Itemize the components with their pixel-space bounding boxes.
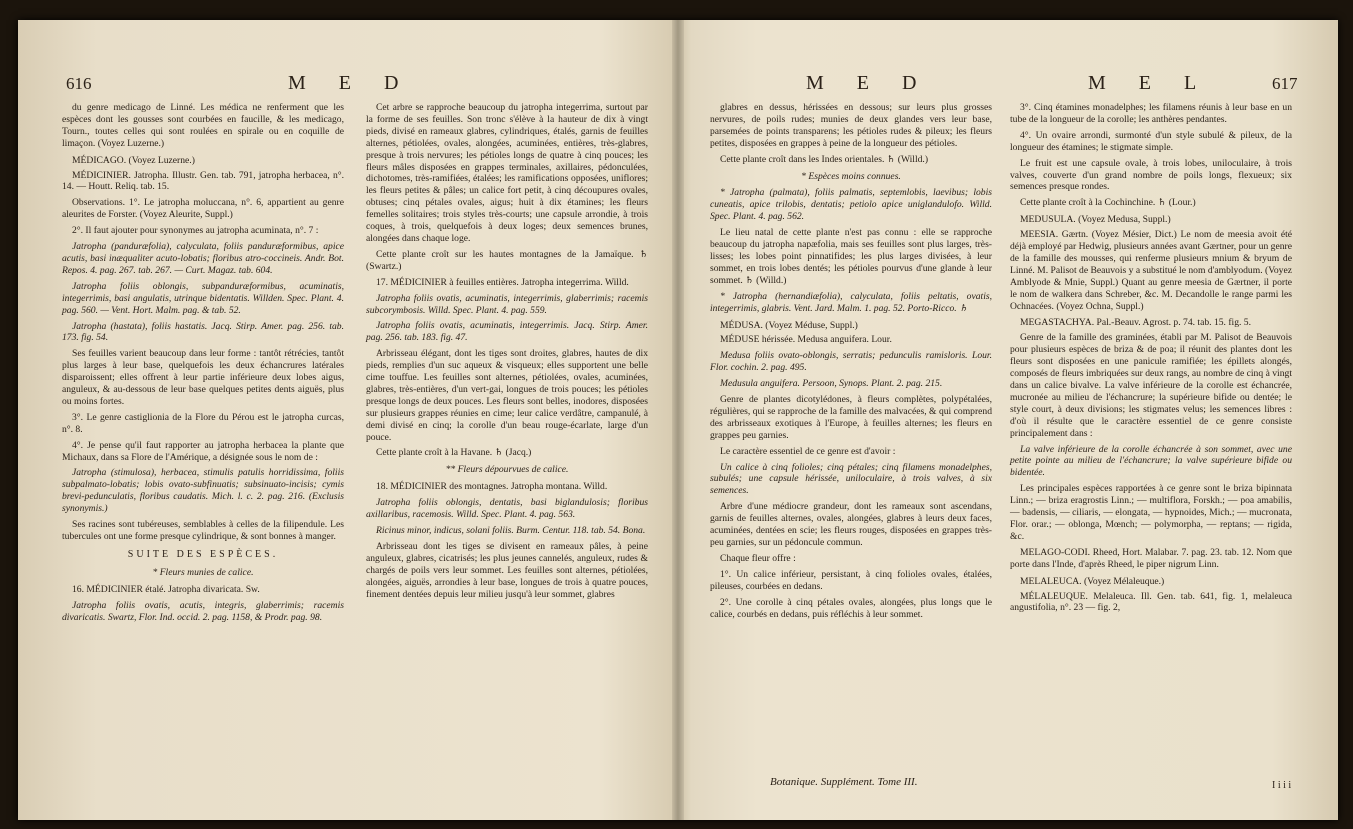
- paragraph: ** Fleurs dépourvues de calice.: [445, 464, 569, 476]
- paragraph: MELALEUCA. (Voyez Mélaleuque.): [1020, 575, 1165, 587]
- printer-signature: I i i i: [1272, 780, 1292, 791]
- paragraph: MEESIA. Gærtn. (Voyez Mésier, Dict.) Le nom de meesia avoit été déjà employé par Hedwig, plusieurs années avant Gærtner, pour un genre de la famille des mousses, qui renferme plusieurs mnium & bryum de Linné. M. Palisot de Beauvois y a substitué le nom d'amblyodum. (Voyez Amblyode & Mnie, Suppl.) Quant au genre meesia de Gærtner, il porte le nom de walkera dans Schreber, &c. M. Decandolle le range parmi les Ochnacées. (Voyez Ochna, Suppl.): [1010, 229, 1292, 312]
- left-page-number: 616: [66, 74, 92, 93]
- paragraph: 2°. Il faut ajouter pour synonymes au jatropha acuminata, n°. 7 :: [72, 225, 319, 237]
- left-column-1: [62, 102, 344, 627]
- paragraph: 2°. Une corolle à cinq pétales ovales, alongées, plus longs que le calice, courbés en dedans, puis réfléchis à leur sommet.: [710, 596, 992, 620]
- right-column-1: [710, 102, 992, 624]
- paragraph: Medusula anguifera. Persoon, Synops. Plant. 2. pag. 215.: [720, 378, 943, 390]
- left-running-title: M E D: [288, 72, 413, 94]
- paragraph: Ricinus minor, indicus, solani foliis. Burm. Centur. 118. tab. 54. Bona.: [376, 525, 646, 536]
- paragraph: MÉDUSE hérissée. Medusa anguifera. Lour.: [720, 334, 892, 346]
- right-page-number: 617: [1272, 74, 1298, 93]
- right-running-head: [680, 72, 1338, 100]
- book-spread: [18, 20, 1338, 820]
- paragraph: Jatropha foliis oblongis, subpanduræformibus, acuminatis, integerrimis, basi angulatis, utrinque bidentatis. Willden. Spec. Plant. 4. pag. 560. — Vent. Hort. Malm. pag. & tab. 52.: [62, 280, 344, 316]
- paragraph: Jatropha foliis ovatis, acutis, integris, glaberrimis; racemis divaricatis. Swartz, Flor. Ind. occid. 2. pag. 1158, & Prodr. pag. 98.: [62, 599, 344, 623]
- paragraph: * Espèces moins connues.: [801, 170, 901, 182]
- paragraph: Jatropha (stimulosa), herbacea, stimulis patulis horridissima, foliis subpalmato-lobatis; lobis ovato-subfinuatis; subsinuato-incisis; cymis brevi-pedunculatis, floribus caudatis. Mich. l. c. 2. pag. 216. (Exclusis synonymis.): [62, 467, 344, 515]
- paragraph: Jatropha foliis ovatis, acuminatis, integerrimis. Jacq. Stirp. Amer. pag. 256. tab. 183. fig. 47.: [366, 320, 648, 344]
- page-footer: Botanique. Supplément. Tome III.: [770, 776, 918, 788]
- paragraph: Ses racines sont tubéreuses, semblables à celles de la filipendule. Les tubercules ont une forme presque cylindrique, & sont bonnes à manger.: [62, 519, 344, 542]
- paragraph: Les principales espèces rapportées à ce genre sont le briza bipinnata Linn.; — briza eragrostis Linn.; — multiflora, Forskh.; — poa amabilis, — badensis, — ciliaris, — elongata, — hypnoides, Mich.; — mucronata, Flor. orar.; — oblonga, Mœnch; — polymorpha, — reptans; — rigida, &c.: [1010, 483, 1292, 542]
- left-page: [18, 20, 676, 820]
- paragraph: 4°. Un ovaire arrondi, surmonté d'un style subulé & pileux, de la longueur des étamines; le stigmate simple.: [1010, 129, 1292, 153]
- paragraph: Medusa foliis ovato-oblongis, serratis; pedunculis ramisloris. Lour. Flor. cochin. 2. pag. 495.: [710, 350, 992, 374]
- paragraph: SUITE DES ESPÈCES.: [127, 548, 279, 560]
- paragraph: 3°. Cinq étamines monadelphes; les filamens réunis à leur base en un tube de la longueur de la corolle; les anthères pendantes.: [1010, 102, 1292, 125]
- paragraph: MÉDICINIER. Jatropha. Illustr. Gen. tab. 791, jatropha herbacea, n°. 14. — Houtt. Reliq. tab. 15.: [62, 169, 344, 193]
- paragraph: 16. MÉDICINIER étalé. Jatropha divaricata. Sw.: [72, 583, 260, 595]
- right-page: [680, 20, 1338, 820]
- paragraph: * Jatropha (hernandiæfolia), calyculata, foliis peltatis, ovatis, integerrimis, glabris. Vent. Jard. Malm. 1. pag. 52. Porto-Ricco. ♄: [710, 290, 992, 314]
- paragraph: MÉLALEUQUE. Melaleuca. Ill. Gen. tab. 641, fig. 1, melaleuca angustifolia, n°. 23 — fig. 2,: [1010, 590, 1292, 614]
- paragraph: La valve inférieure de la corolle échancrée à son sommet, avec une petite pointe au milieu de l'échancrure; la valve supérieure bifide ou bidentée.: [1010, 443, 1292, 479]
- paragraph: Genre de la famille des graminées, établi par M. Palisot de Beauvois pour plusieurs espèces de briza & de poa; il réunit des plantes dont les fleurs sont disposées en une panicule ramifiée; les épillets alongés, composés de fleurs imbriquées sur deux rangs, au nombre de cinq à vingt dans un calice bivalve. La valve inférieure de la corolle est échancrée, mucronée au milieu de l'échancrure; la supérieure bifide ou dentée; le style court, à deux divisions; les stigmates velus; les semences libres : d'où il résulte que le caractère essentiel de ce genre consiste principalement dans :: [1010, 332, 1292, 439]
- paragraph: 1°. Un calice inférieur, persistant, à cinq folioles ovales, étalées, pileuses, courbées en dedans.: [710, 568, 992, 592]
- paragraph: Arbrisseau dont les tiges se divisent en rameaux pâles, à peine anguleux, glabres, cicatrisés; les plus jeunes cannelés, anguleux, rudes & chargés de poils vers leur sommet. Les feuilles sont alternes, pétiolées, alongées, aiguës, arrondies à leur base, longues de trois à quatre pouces, finement dentées depuis leur milieu jusqu'à leur sommet, glabres: [366, 540, 648, 600]
- paragraph: du genre medicago de Linné. Les médica ne renferment que les espèces dont les gousses sont courbées en faucille, & les medicago, Tourn., toutes celles qui sont roulées en spirale ou en coquille de limaçon. (Voyez Luzerne.): [62, 102, 344, 149]
- paragraph: Arbrisseau élégant, dont les tiges sont droites, glabres, hautes de dix pieds, remplies d'un suc aqueux & visqueux; elles supportent une belle cime touffue. Les feuilles sont alternes, pétiolées, ovales, acuminées, glabres, très-entières, d'un vert-gai, longues de trois pouces; les pétioles presque longs de deux pouces. Les fleurs sont belles, inodores, disposées sur plusieurs grappes réunies en cime; leur calice verdâtre, campanulé, à demi divisé en cinq; la corolle d'un beau rouge-écarlate, large d'un pouce.: [366, 348, 648, 443]
- left-column-2: [366, 102, 648, 604]
- paragraph: MÉDICAGO. (Voyez Luzerne.): [72, 154, 195, 166]
- right-column-2: [1010, 102, 1292, 618]
- paragraph: * Fleurs munies de calice.: [152, 566, 254, 578]
- paragraph: 18. MÉDICINIER des montagnes. Jatropha montana. Willd.: [376, 481, 608, 493]
- paragraph: 4°. Je pense qu'il faut rapporter au jatropha herbacea la plante que Michaux, dans sa Flore de l'Amérique, a désignée sous le nom de :: [62, 439, 344, 463]
- paragraph: Jatropha (panduræfolia), calyculata, foliis panduræformibus, apice acutis, basi inæqualiter acuto-lobatis; floribus atro-coccineis. Andr. Bot. Repos. 4. pag. 267. tab. 267. — Curt. Magaz. tab. 604.: [62, 241, 344, 276]
- right-running-title-right: M E L: [1088, 72, 1211, 94]
- paragraph: * Jatropha (palmata), foliis palmatis, septemlobis, laevibus; lobis cuneatis, apice trilobis, dentatis; petiolo apice uniglandulofo. Willd. Spec. Plant. 4. pag. 562.: [710, 187, 992, 223]
- paragraph: MEGASTACHYA. Pal.-Beauv. Agrost. p. 74. tab. 15. fig. 5.: [1020, 316, 1251, 328]
- left-running-head: [18, 72, 676, 100]
- paragraph: Arbre d'une médiocre grandeur, dont les rameaux sont ascendans, garnis de feuilles alternes, ovales, alongées, glabres à leurs deux faces, acuminées, dentées en scie; les fleurs rouges, disposées en grappes très-peu garnies, sur un pédoncule commun.: [710, 501, 992, 548]
- paragraph: 17. MÉDICINIER à feuilles entières. Jatropha integerrima. Willd.: [376, 276, 629, 288]
- paragraph: Ses feuilles varient beaucoup dans leur forme : tantôt rétrécies, tantôt plus larges à leur base, quelquefois les deux échancrures latérales disparoissent; elles offrent à leur partie inférieure deux lobes aigus, anguleux, & au-dessous de leur base quelques petites dents aiguës, plus ou moins fortes.: [62, 348, 344, 407]
- paragraph: Le lieu natal de cette plante n'est pas connu : elle se rapproche beaucoup du jatropha napæfolia, mais ses feuilles sont plus larges, très-lisses; les lobes point pinnatifides; les plus larges divisées, à leur sommet, en trois lobes dentés; les pétioles pourvus d'une glande à leur sommet. ♄ (Willd.): [710, 227, 992, 286]
- paragraph: Jatropha (hastata), foliis hastatis. Jacq. Stirp. Amer. pag. 256. tab. 173. fig. 54.: [62, 320, 344, 344]
- paragraph: Cette plante croît à la Havane. ♄ (Jacq.): [376, 447, 532, 459]
- paragraph: Observations. 1°. Le jatropha moluccana, n°. 6, appartient au genre aleurites de Forster. (Voyez Aleurite, Suppl.): [62, 197, 344, 221]
- paragraph: Le fruit est une capsule ovale, à trois lobes, uniloculaire, à trois valves, couverte d'un grand nombre de poils longs, flexueux; six semences presque rondes.: [1010, 157, 1292, 193]
- paragraph: Chaque fleur offre :: [720, 552, 796, 564]
- paragraph: Jatropha foliis oblongis, dentatis, basi biglandulosis; floribus axillaribus, racemosis. Willd. Spec. Plant. 4. pag. 563.: [366, 497, 648, 521]
- paragraph: Cette plante croît à la Cochinchine. ♄ (Lour.): [1020, 197, 1196, 209]
- paragraph: Cet arbre se rapproche beaucoup du jatropha integerrima, surtout par la forme de ses feuilles. Son tronc s'élève à la hauteur de dix à vingt pieds, divisé en rameaux glabres, cylindriques, étalés, garnis de feuilles alternes, pétiolées, ovales, alongées, acuminées, entières, très-glabres, presque à trois nervures; les pétioles longs de quatre à cinq pouces; les fleurs mâles disposées en grappes terminales, axillaires, pédonculées, dichotomes, très-ramifiées, étalées; les ramifications opposées, uniflores; les fleurs petites & pâles; un calice fort petit, à cinq découpures ovales, obtuses; cinq pétales ovales, aigus; huit à dix étamines; les fleurs femelles solitaires; trois styles très-courts; une capsule arrondie, à trois coques, à trois, quelquefois à deux loges; deux semences brunes, alongées dans chaque loge.: [366, 102, 648, 244]
- paragraph: MELAGO-CODI. Rheed, Hort. Malabar. 7. pag. 23. tab. 12. Nom que porte dans l'Inde, d'après Rheed, le piper nigrum Linn.: [1010, 546, 1292, 570]
- paragraph: Un calice à cinq folioles; cinq pétales; cinq filamens monadelphes, subulés; une capsule hérissée, uniloculaire, à trois valves, à six semences.: [710, 461, 992, 497]
- right-running-title-left: M E D: [806, 72, 931, 94]
- paragraph: 3°. Le genre castiglionia de la Flore du Pérou est le jatropha curcas, n°. 8.: [62, 411, 344, 435]
- paragraph: glabres en dessus, hérissées en dessous; sur leurs plus grosses nervures, de poils rudes; munies de deux glandes vers leur base, parsemées de points transparens; les pétioles rudes & pileux; les fleurs petites, disposées en grappes à peine de la longueur des pétioles.: [710, 102, 992, 149]
- paragraph: Cette plante croît sur les hautes montagnes de la Jamaïque. ♄ (Swartz.): [366, 248, 648, 272]
- paragraph: Genre de plantes dicotylédones, à fleurs complètes, polypétalées, régulières, qui se rapproche de la famille des malvacées, & qui comprend des arbrisseaux exotiques à l'Europe, à feuilles alternes; les fleurs en grappes peu garnies.: [710, 394, 992, 441]
- paragraph: Le caractère essentiel de ce genre est d'avoir :: [720, 445, 896, 457]
- paragraph: Cette plante croît dans les Indes orientales. ♄ (Willd.): [720, 153, 929, 165]
- paragraph: MÉDUSA. (Voyez Méduse, Suppl.): [720, 319, 858, 331]
- paragraph: MEDUSULA. (Voyez Medusa, Suppl.): [1020, 214, 1171, 226]
- paragraph: Jatropha foliis ovatis, acuminatis, integerrimis, glaberrimis; racemis subcorymbosis. Willd. Spec. Plant. 4. pag. 559.: [366, 292, 648, 316]
